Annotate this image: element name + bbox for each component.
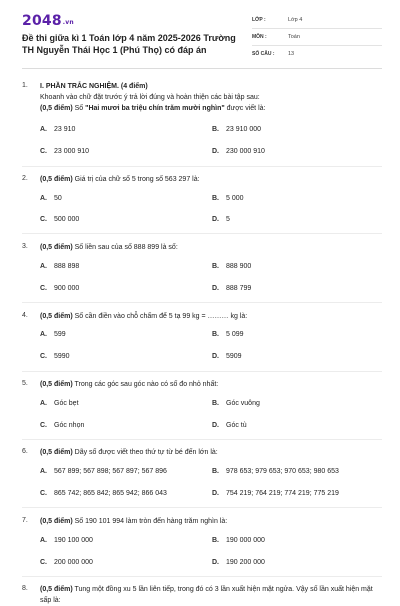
option-text: 865 742; 865 842; 865 942; 866 043 — [54, 490, 167, 497]
option-text: 23 000 910 — [54, 148, 90, 155]
option-letter: A. — [40, 126, 47, 133]
option-c[interactable] — [40, 353, 70, 360]
question-body: Giá trị của chữ số 5 trong số 563 297 là: — [72, 176, 200, 183]
logo-suffix: .vn — [62, 19, 74, 26]
question-text — [40, 516, 385, 527]
option-text: 200 000 000 — [54, 559, 93, 566]
question-text — [40, 174, 385, 185]
option-b[interactable] — [212, 263, 251, 270]
question-points: (0,5 điểm) — [40, 518, 73, 525]
option-letter: D. — [212, 148, 219, 155]
option-letter: A. — [40, 537, 47, 544]
option-letter: C. — [40, 353, 47, 360]
option-text: 190 100 000 — [54, 537, 93, 544]
option-text: 978 653; 979 653; 970 653; 980 653 — [226, 468, 339, 475]
question-number: 4. — [22, 312, 28, 319]
option-c[interactable] — [40, 216, 79, 223]
option-letter: D. — [212, 285, 219, 292]
section-heading: I. PHẦN TRẮC NGHIỆM. (4 điểm) — [40, 83, 148, 90]
option-a[interactable] — [40, 263, 79, 270]
question-points: (0,5 điểm) — [40, 381, 73, 388]
meta-row-class — [252, 12, 382, 29]
option-text: 888 898 — [54, 263, 80, 270]
option-d[interactable] — [212, 148, 265, 155]
option-d[interactable] — [212, 353, 242, 360]
option-a[interactable] — [40, 400, 79, 407]
question-text — [40, 379, 385, 390]
question-number: 2. — [22, 175, 28, 182]
option-text: 50 — [54, 195, 62, 202]
option-text: 567 899; 567 898; 567 897; 567 896 — [54, 468, 167, 475]
question-text-after: được viết là: — [224, 105, 266, 112]
option-letter: B. — [212, 263, 219, 270]
question-divider — [22, 302, 382, 303]
option-letter: A. — [40, 263, 47, 270]
question-number: 1. — [22, 82, 28, 89]
question-points: (0,5 điểm) — [40, 105, 73, 112]
question-text — [40, 447, 385, 458]
meta-label: LỚP : — [252, 17, 266, 23]
option-text: 754 219; 764 219; 774 219; 775 219 — [226, 490, 339, 497]
question-points: (0,5 điểm) — [40, 449, 73, 456]
option-a[interactable] — [40, 195, 62, 202]
option-letter: B. — [212, 537, 219, 544]
question-points: (0,5 điểm) — [40, 586, 73, 593]
question-text — [40, 311, 385, 322]
option-a[interactable] — [40, 331, 66, 338]
option-letter: C. — [40, 490, 47, 497]
question-text — [40, 242, 385, 253]
question-divider — [22, 166, 382, 167]
question-body: Trong các góc sau góc nào có số đo nhỏ nhất: — [72, 381, 219, 388]
option-letter: B. — [212, 400, 219, 407]
question-quote: "Hai mươi ba triệu chín trăm mười nghìn" — [85, 105, 225, 112]
option-letter: B. — [212, 195, 219, 202]
option-d[interactable] — [212, 490, 339, 497]
meta-table — [252, 12, 382, 62]
meta-row-count — [252, 46, 382, 62]
option-c[interactable] — [40, 148, 89, 155]
question-number: 6. — [22, 448, 28, 455]
question-body: Dãy số được viết theo thứ tự từ bé đến lớn là: — [72, 449, 218, 456]
option-text: 5990 — [54, 353, 70, 360]
option-letter: C. — [40, 559, 47, 566]
option-letter: C. — [40, 148, 47, 155]
option-a[interactable] — [40, 537, 93, 544]
site-logo[interactable] — [22, 13, 74, 29]
question-number: 7. — [22, 517, 28, 524]
meta-row-subject — [252, 29, 382, 46]
option-letter: A. — [40, 195, 47, 202]
question-divider — [22, 507, 382, 508]
question-number: 3. — [22, 243, 28, 250]
option-c[interactable] — [40, 490, 167, 497]
option-letter: D. — [212, 353, 219, 360]
option-a[interactable] — [40, 468, 167, 475]
option-text: 23 910 000 — [226, 126, 262, 133]
meta-value: Toán — [288, 34, 300, 40]
option-text: 500 000 — [54, 216, 80, 223]
question-text-before: Số — [72, 105, 86, 112]
option-letter: B. — [212, 126, 219, 133]
question-points: (0,5 điểm) — [40, 313, 73, 320]
question-number: 8. — [22, 585, 28, 592]
meta-label: SỐ CÂU : — [252, 51, 275, 57]
header-divider — [22, 68, 382, 69]
option-text: 5 099 — [226, 331, 244, 338]
option-letter: A. — [40, 331, 47, 338]
option-text: 190 000 000 — [226, 537, 265, 544]
option-text: Góc bẹt — [54, 400, 79, 407]
document-title: Đề thi giữa kì 1 Toán lớp 4 năm 2025-2026 Trường TH Nguyễn Thái Học 1 (Phú Thọ) có đáp án — [22, 33, 236, 55]
option-letter: D. — [212, 422, 219, 429]
option-text: 5909 — [226, 353, 242, 360]
option-text: 888 799 — [226, 285, 252, 292]
option-b[interactable] — [212, 126, 261, 133]
logo-text: 2048 — [22, 13, 62, 29]
option-letter: B. — [212, 331, 219, 338]
option-text: Góc tù — [226, 422, 247, 429]
question-body: Tung một đồng xu 5 lần liên tiếp, trong đó có 3 lần xuất hiện mặt ngửa. Vậy số lần xuất hiện mặt sấp là: — [40, 586, 373, 604]
option-a[interactable] — [40, 126, 75, 133]
question-divider — [22, 371, 382, 372]
question-divider — [22, 439, 382, 440]
option-letter: C. — [40, 216, 47, 223]
option-b[interactable] — [212, 331, 244, 338]
option-b[interactable] — [212, 468, 339, 475]
option-d[interactable] — [212, 216, 230, 223]
option-letter: C. — [40, 285, 47, 292]
question-body: Số cần điền vào chỗ chấm để 5 tạ 99 kg = ……… kg là: — [72, 313, 248, 320]
question-points: (0,5 điểm) — [40, 176, 73, 183]
header — [0, 0, 400, 66]
question-divider — [22, 576, 382, 577]
option-text: 23 910 — [54, 126, 76, 133]
option-b[interactable] — [212, 537, 265, 544]
option-c[interactable] — [40, 422, 84, 429]
option-d[interactable] — [212, 559, 265, 566]
option-text: 5 000 — [226, 195, 244, 202]
option-letter: A. — [40, 468, 47, 475]
option-text: Góc vuông — [226, 400, 260, 407]
option-b[interactable] — [212, 195, 244, 202]
question-number: 5. — [22, 380, 28, 387]
question-text — [40, 584, 385, 606]
option-text: 5 — [226, 216, 230, 223]
question-body: Số liền sau của số 888 899 là số: — [72, 244, 178, 251]
question-points: (0,5 điểm) — [40, 244, 73, 251]
meta-label: MÔN : — [252, 34, 267, 40]
option-c[interactable] — [40, 559, 93, 566]
option-text: 888 900 — [226, 263, 252, 270]
option-letter: D. — [212, 216, 219, 223]
question-text — [40, 103, 385, 114]
option-b[interactable] — [212, 400, 260, 407]
option-text: 900 000 — [54, 285, 80, 292]
option-text: Góc nhọn — [54, 422, 85, 429]
option-letter: B. — [212, 468, 219, 475]
option-letter: D. — [212, 559, 219, 566]
question-divider — [22, 233, 382, 234]
option-text: 230 000 910 — [226, 148, 265, 155]
option-letter: D. — [212, 490, 219, 497]
section-intro: Khoanh vào chữ đặt trước ý trả lời đúng và hoàn thiện các bài tập sau: — [40, 94, 260, 101]
option-text: 190 200 000 — [226, 559, 265, 566]
question-body: Số 190 101 994 làm tròn đến hàng trăm nghìn là: — [72, 518, 228, 525]
meta-value: 13 — [288, 51, 295, 57]
option-d[interactable] — [212, 285, 251, 292]
option-letter: A. — [40, 400, 47, 407]
meta-value: Lớp 4 — [288, 17, 303, 23]
option-letter: C. — [40, 422, 47, 429]
option-text: 599 — [54, 331, 66, 338]
option-d[interactable] — [212, 422, 247, 429]
option-c[interactable] — [40, 285, 79, 292]
